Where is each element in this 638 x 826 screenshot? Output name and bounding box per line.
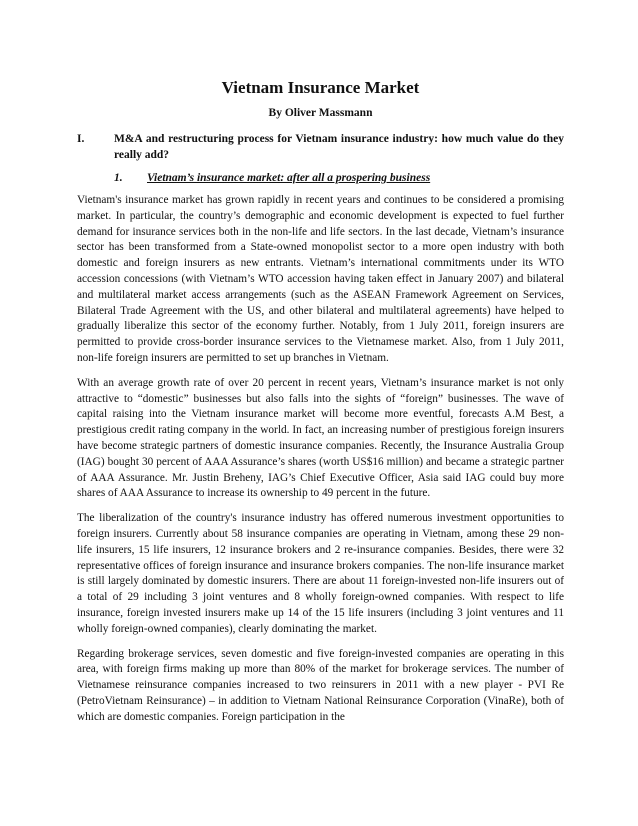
paragraph-growth-rate: With an average growth rate of over 20 percent in recent years, Vietnam’s insurance market is not only attractive to “domestic” businesses but also falls into the sights of “foreign” businesses. The wave of capital raising into the Vietnam insurance market will become more eventful, forecasts A.M Best, a prestigious credit rating company in the world. In fact, an increasing number of prestigious foreign insurers have become strategic partners of domestic insurance companies. Recently, the Insurance Australia Group (IAG) bought 30 percent of AAA Assurance’s shares (worth US$16 million) and became a strategic partner of AAA Assurance. Mr. Justin Breheny, IAG’s Chief Executive Officer, Asia said IAG could buy more shares of AAA Assurance to increase its ownership to 49 percent in the future. xyxy=(77,376,564,500)
document-title: Vietnam Insurance Market xyxy=(221,78,420,97)
subsection-heading xyxy=(114,170,564,186)
section-title: M&A and restructuring process for Vietnam insurance industry: how much value do they really add? xyxy=(114,133,564,161)
subsection-title: Vietnam’s insurance market: after all a prospering business xyxy=(147,172,431,184)
subsection-number: 1. xyxy=(114,172,123,184)
section-number: I. xyxy=(77,133,85,145)
paragraph-brokerage: Regarding brokerage services, seven domestic and five foreign-invested companies are operating in this area, with foreign firms making up more than 80% of the market for brokerage services. The number of Vietnamese reinsurance companies increased to two reinsurers in 2011 with a new player - PVI Re (PetroVietnam Reinsurance) – in addition to Vietnam National Reinsurance Corporation (VinaRe), both of which are domestic companies. Foreign participation in the xyxy=(77,647,564,723)
section-heading xyxy=(77,131,564,163)
document-author: By Oliver Massmann xyxy=(268,107,373,119)
paragraph-liberalization: The liberalization of the country's insurance industry has offered numerous investment opportunities to foreign insurers. Currently about 58 insurance companies are operating in Vietnam, among these 29 non-life insurers, 15 life insurers, 12 insurance brokers and 2 re-insurance companies. Besides, there were 32 representative offices of foreign insurance and insurance brokers companies. The non-life insurance market is still largely dominated by domestic insurers. There are about 11 foreign-invested non-life insurers out of a total of 29 including 3 joint ventures and 8 wholly foreign-owned companies. With respect to life insurance, foreign invested insurers make up 14 of the 15 life insurers (including 3 joint ventures and 11 wholly foreign-owned companies), clearly dominating the market. xyxy=(77,512,564,635)
paragraph-market-growth: Vietnam's insurance market has grown rapidly in recent years and continues to be considered a promising market. In particular, the country’s demographic and economic development is expected to fuel further demand for insurance services both in the non-life and life sectors. In the last decade, Vietnam’s insurance sector has been transformed from a State-owned monopolist sector to a more open industry with both domestic and foreign insurers as new entrants. Vietnam’s international commitments under its WTO accession concessions (with Vietnam’s WTO accession having taken effect in January 2007) and bilateral and multilateral market access arrangements (such as the ASEAN Framework Agreement on Services, Bilateral Trade Agreement with the US, and other bilateral and multilateral agreements) have helped to gradually liberalize this sector of the economy further. Notably, from 1 July 2011, foreign insurers are permitted to provide cross-border insurance services to the Vietnamese market. Also, from 1 July 2011, non-life foreign insurers are permitted to set up branches in Vietnam. xyxy=(77,194,564,364)
